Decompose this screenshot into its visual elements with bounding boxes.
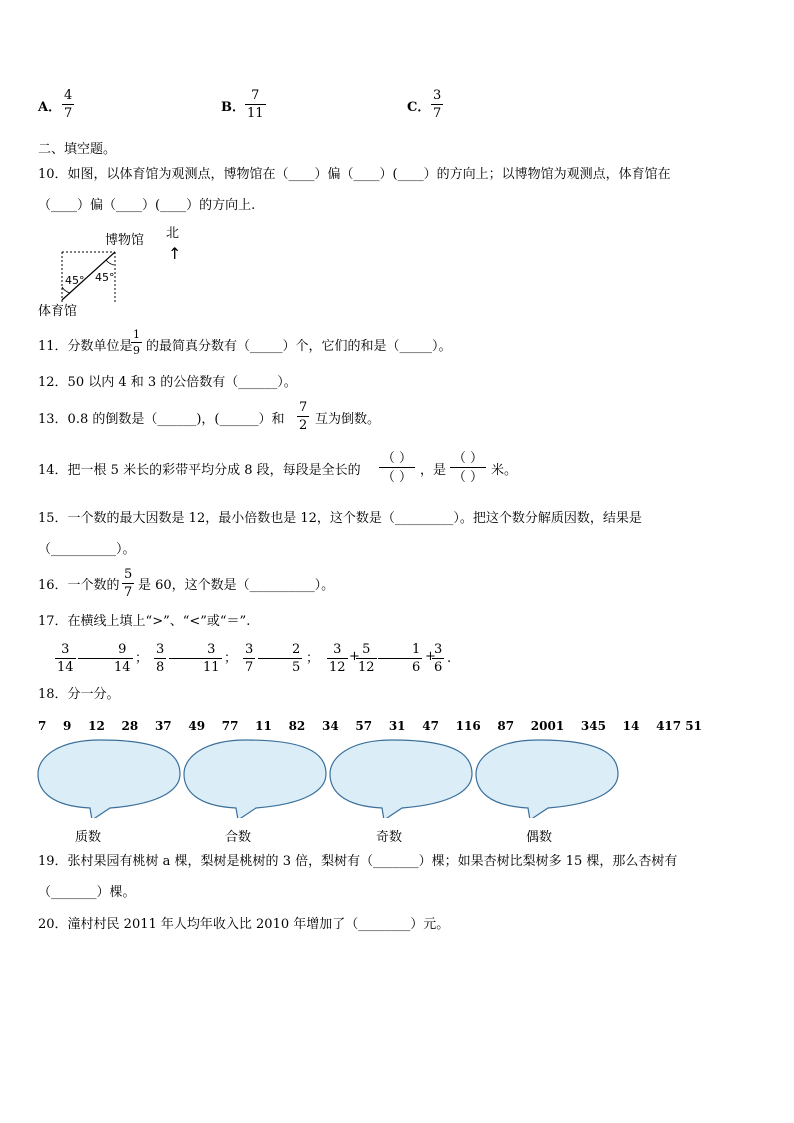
q17-frac-9-14: $\frac{9}{14}$ xyxy=(114,642,131,675)
option-c-fraction: $\frac{3}{7}$ xyxy=(433,88,442,121)
classification-bubbles xyxy=(30,738,630,818)
option-b-label: B． xyxy=(221,100,245,115)
q17-frac-3-6: $\frac{3}{6}$ xyxy=(434,642,443,675)
option-b-fraction: $\frac{7}{11}$ xyxy=(247,88,264,121)
q15-line1: 15．一个数的最大因数是 12，最小倍数也是 12，这个数是（_________）。把这个数分解质因数，结果是 xyxy=(38,511,642,526)
q17-end: . xyxy=(447,651,452,666)
option-a-fraction: $\frac{4}{7}$ xyxy=(64,88,73,121)
q17-frac-3-8: $\frac{3}{8}$ xyxy=(156,642,165,675)
q17-blank-3[interactable] xyxy=(258,658,290,659)
option-c-label: C． xyxy=(407,100,431,115)
q17-frac-1-6: $\frac{1}{6}$ xyxy=(412,642,421,675)
bubble-label-primes: 质数 xyxy=(75,830,102,845)
q14-middle: ，是 xyxy=(420,463,447,478)
q14-prefix: 14．把一根 5 米长的彩带平均分成 8 段，每段是全长的 xyxy=(38,463,361,478)
q17-frac-3-11: $\frac{3}{11}$ xyxy=(203,642,220,675)
angle-label-1: 45° xyxy=(65,274,85,287)
angle-label-2: 45° xyxy=(95,271,115,284)
q11-fraction: $\frac{1}{9}$ xyxy=(133,328,140,357)
q17-separator-2: ； xyxy=(224,651,238,666)
section-heading: 二、填空题。 xyxy=(38,142,117,157)
q13-suffix: 互为倒数。 xyxy=(315,412,381,427)
q17-plus-2: + xyxy=(425,649,436,664)
q17-blank-4[interactable] xyxy=(378,658,410,659)
q16-prefix: 16．一个数的 xyxy=(38,578,120,593)
q19-line1: 19．张村果园有桃树 a 棵，梨树是桃树的 3 倍，梨树有（_______）棵；如果杏树比梨树多 15 棵，那么杏树有 xyxy=(38,854,678,869)
q11-prefix: 11．分数单位是 xyxy=(38,339,133,354)
q18-instruction: 18．分一分。 xyxy=(38,687,120,702)
q18-numbers: 7 9 12 28 37 49 77 11 82 34 57 31 47 116 87 2001 345 14 417 51 xyxy=(38,719,703,733)
q13-prefix: 13．0.8 的倒数是（______)，(______）和 xyxy=(38,412,285,427)
q17-frac-2-5: $\frac{2}{5}$ xyxy=(292,642,301,675)
q10-line1: 10．如图，以体育馆为观测点，博物馆在（____）偏（____）(____）的方向上；以博物馆为观测点，体育馆在 xyxy=(38,167,671,182)
north-label: 北 xyxy=(166,226,180,241)
q16-fraction: $\frac{5}{7}$ xyxy=(124,567,133,600)
q15-line2: （__________）。 xyxy=(38,542,136,557)
q17-frac-3-12: $\frac{3}{12}$ xyxy=(329,642,346,675)
q16-suffix: 是 60，这个数是（__________）。 xyxy=(138,578,335,593)
q17-plus-1: + xyxy=(349,649,360,664)
north-arrow-icon: ↑ xyxy=(168,244,182,263)
bubble-label-evens: 偶数 xyxy=(526,830,553,845)
bubble-label-composites: 合数 xyxy=(225,830,252,845)
q14-blank-fraction-1: （ ） （ ） xyxy=(379,452,415,486)
q13-fraction: $\frac{7}{2}$ xyxy=(299,400,308,433)
bubble-label-odds: 奇数 xyxy=(376,830,403,845)
q11-suffix: 的最简真分数有（_____）个，它们的和是（_____）。 xyxy=(146,339,452,354)
museum-label: 博物馆 xyxy=(105,233,145,248)
q17-blank-2[interactable] xyxy=(169,658,201,659)
bubble-evens[interactable] xyxy=(476,740,618,818)
q17-separator-3: ； xyxy=(306,651,320,666)
q17-frac-3-7: $\frac{3}{7}$ xyxy=(245,642,254,675)
q20: 20．潼村村民 2011 年人均年收入比 2010 年增加了（________）元。 xyxy=(38,917,450,932)
q17-separator-1: ； xyxy=(135,651,149,666)
bubble-composites[interactable] xyxy=(184,740,326,818)
q14-suffix: 米。 xyxy=(491,463,518,478)
q17-frac-5-12: $\frac{5}{12}$ xyxy=(358,642,375,675)
gym-label: 体育馆 xyxy=(38,304,78,319)
bubble-odds[interactable] xyxy=(330,740,472,818)
bubble-primes[interactable] xyxy=(38,740,180,818)
option-a-label: A． xyxy=(38,100,62,115)
q19-line2: （_______）棵。 xyxy=(38,885,136,900)
q17-blank-1[interactable] xyxy=(78,658,112,659)
q17-instruction: 17．在横线上填上“>”、“<”或“＝”. xyxy=(38,614,251,629)
q12: 12．50 以内 4 和 3 的公倍数有（______）。 xyxy=(38,375,297,390)
q17-frac-3-14: $\frac{3}{14}$ xyxy=(57,642,74,675)
q10-line2: （____）偏（____）(____）的方向上. xyxy=(38,198,256,213)
q14-blank-fraction-2: （ ） （ ） xyxy=(450,452,486,486)
